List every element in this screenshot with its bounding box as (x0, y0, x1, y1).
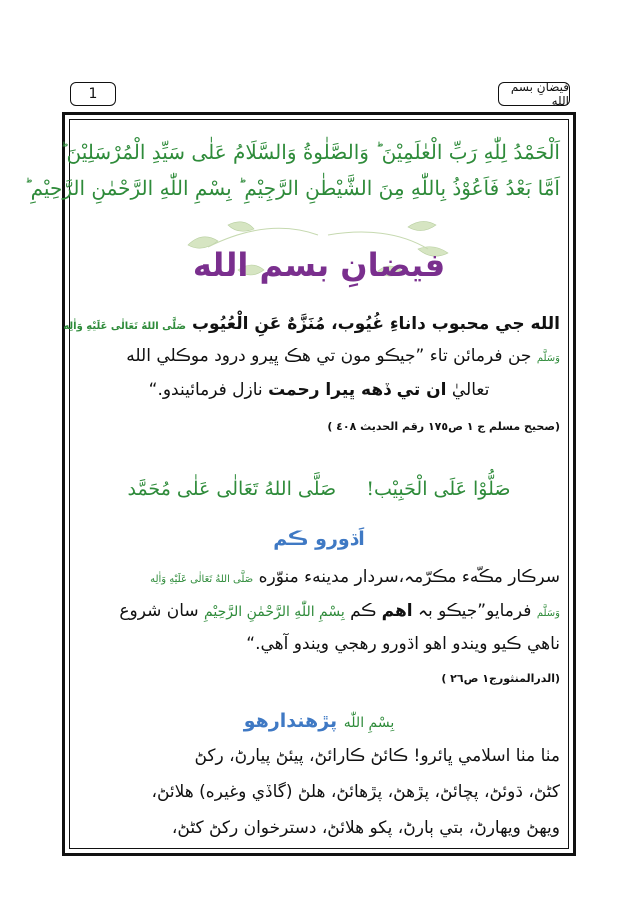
running-title-text: فيضانِ بسم الله (510, 80, 569, 108)
hadith1-line-3b: ان تي ڏهه ڀيرا رحمت (268, 380, 447, 400)
hadith1-line-1-text: الله جي محبوب داناءِ غُيُوب، مُنَزَّهٌ عَنِ الْعُيُوب (191, 314, 560, 334)
hadith1-reference: (صحيح مسلم ج ١ ص١٧٥ رقم الحديث ٤٠٨ ) (327, 420, 560, 433)
section1-heading: اَڌورو ڪم (273, 528, 365, 550)
section1-line-2 (78, 600, 560, 621)
section1-line-3: ناهي ڪيو ويندو اهو اڌورو رهجي ويندو آهي.“ (246, 634, 560, 654)
hadith1-line-3 (78, 380, 560, 400)
section2-line-1: مٺا مٺا اسلامي ڀائرو! ڪائڻ ڪارائڻ، پيئڻ پيارڻ، رکڻ (194, 746, 560, 766)
page-title: فيضانِ بسم الله (192, 246, 446, 284)
section2-heading (78, 710, 560, 732)
section1-line-2b: ڪم (350, 601, 377, 621)
hadith1-line-2-text: جن فرمائن تاء ”جيڪو مون تي هڪ ڀيرو درود موڪلي الله (126, 346, 532, 366)
intro-line-1: اَلْحَمْدُ لِلّٰهِ رَبِّ الْعٰلَمِيْنَ ؕ وَالصَّلٰوةُ وَالسَّلَامُ عَلٰى سَيِّدِ الْمُرْسَلِيْنَ ؕ (60, 140, 560, 164)
section2-line-3: ويهڻ ويهارڻ، بتي ٻارڻ، پکو هلائڻ، دسترخوان رکڻ کڻڻ، (171, 818, 560, 838)
salat-text-a: صَلُّوْا عَلَى الْحَبِيْب! (366, 478, 511, 500)
honorific-text: وَسَلَّم (536, 353, 560, 364)
running-title (498, 82, 570, 106)
intro-line-2: اَمَّا بَعْدُ فَاَعُوْذُ بِاللّٰهِ مِنَ الشَّيْطٰنِ الرَّجِيْمِ ؕ بِسْمِ اللّٰهِ الرَّحْمٰنِ الرَّحِيْمِ ؕ (24, 176, 560, 200)
honorific-text: صَلَّى اللهُ تَعَالٰى عَلَيْهِ وَاٰلِه (150, 574, 254, 585)
section2-heading-bismillah: بِسْمِ اللّٰه (343, 715, 395, 731)
honorific-text: وَسَلَّم (536, 608, 560, 619)
bismillah-inline: بِسْمِ اللّٰهِ الرَّحْمٰنِ الرَّحِيْمِ (204, 604, 345, 620)
hadith1-line-3c: نازل فرمائيندو.“ (148, 380, 263, 400)
section1-line-2a: فرمايو”جيڪو بہ (418, 601, 532, 621)
section1-line-1 (78, 566, 560, 587)
honorific-text: صَلَّى اللهُ تَعَالٰى عَلَيْهِ وَاٰلِه (63, 321, 187, 332)
salat-text-b: صَلَّى اللهُ تَعَالٰى عَلٰى مُحَمَّد (127, 478, 337, 500)
hadith1-line-1 (63, 314, 560, 334)
section2-heading-rest: پڙهندارهو (243, 710, 338, 732)
page-number-text: 1 (88, 86, 98, 102)
hadith1-line-3a: تعاليٰ (451, 380, 490, 400)
hadith1-line-2 (78, 346, 560, 366)
section1-line-2c: سان شروع (119, 601, 199, 621)
section2-line-2: کڻڻ، ڌوئڻ، پچائڻ، پڙهڻ، پڙهائڻ، هلڻ (گاڏي وغيره) هلائڻ، (151, 782, 560, 802)
section1-line-2-bold: اهم (381, 601, 413, 621)
section1-line-1-text: سرڪار مڪّهء مڪرّمہ،سردار مدينهء منوّره (258, 567, 560, 587)
salat-line (78, 478, 560, 500)
page-number (70, 82, 116, 106)
section1-reference: (الدرالمنثورج١ ص٢٦ ) (441, 672, 560, 685)
